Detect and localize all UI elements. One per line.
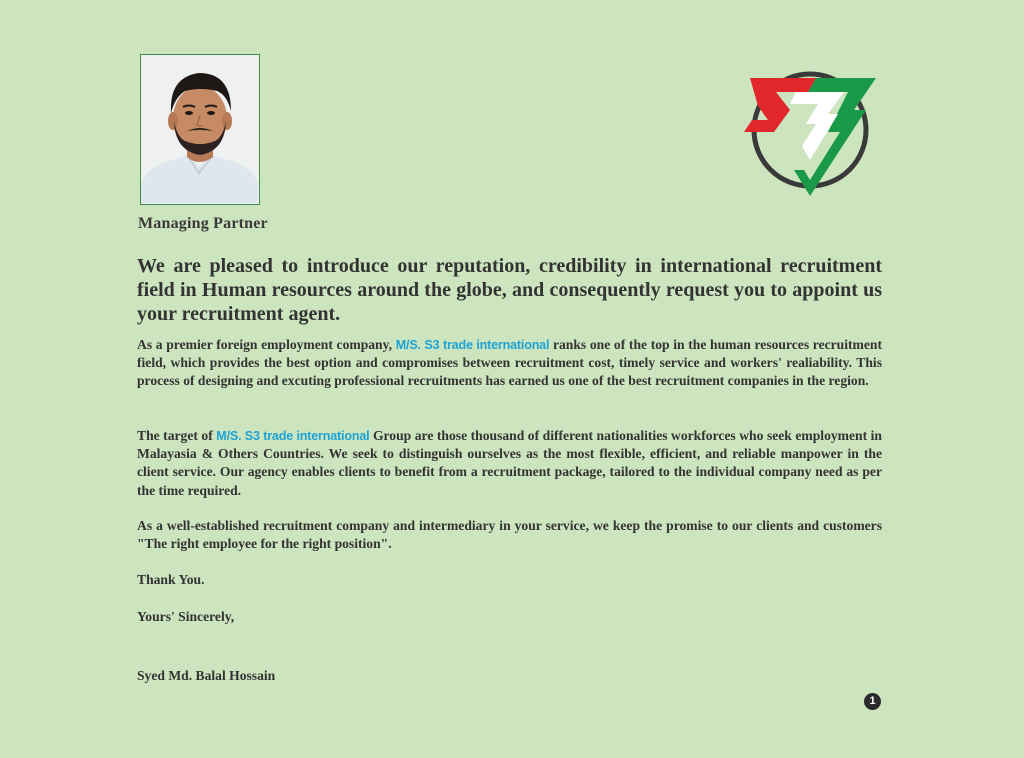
managing-partner-photo [140, 54, 260, 205]
letter-paragraph-1 [137, 336, 882, 391]
page-number-badge: 1 [864, 693, 881, 710]
s3-logo-icon [744, 58, 880, 200]
role-title: Managing Partner [138, 215, 268, 232]
letter-paragraph-3: As a well-established recruitment company and intermediary in your service, we keep the promise to our clients and customers "The right employee for the right position". [137, 518, 882, 552]
paragraph-1-intro: As a premier foreign employment company, [137, 337, 396, 352]
brand-name: M/S. S3 trade international [395, 338, 550, 352]
signer-name: Syed Md. Balal Hossain [137, 668, 276, 683]
closing-line: Yours' Sincerely, [137, 609, 235, 624]
thanks-line: Thank You. [137, 572, 205, 587]
paragraph-2-body: Group are those thousand of different nationalities workforces who seek employment in Malayasia & Others Countries. We seek to distinguish ourselves as the most flexible, efficient, and reliable manpower in the client service. Our agency enables clients to benefit from a recruitment package, tailored to the individual company need as per the time required. [137, 428, 882, 498]
paragraph-1-body: ranks one of the top in the human resources recruitment field, which provides the best option and compromises between recruitment cost, timely service and workers' realiability. This process of designing and excuting professional recruitments has earned us one of the best recruitment companies in the region. [137, 337, 882, 389]
letter-paragraph-2 [137, 427, 882, 500]
letter-headline: We are pleased to introduce our reputation, credibility in international recruitment field in Human resources around the globe, and consequently request you to appoint us your recruitment agent. [137, 255, 882, 325]
brand-name: M/S. S3 trade international [216, 429, 370, 443]
paragraph-2-intro: The target of [137, 428, 217, 443]
